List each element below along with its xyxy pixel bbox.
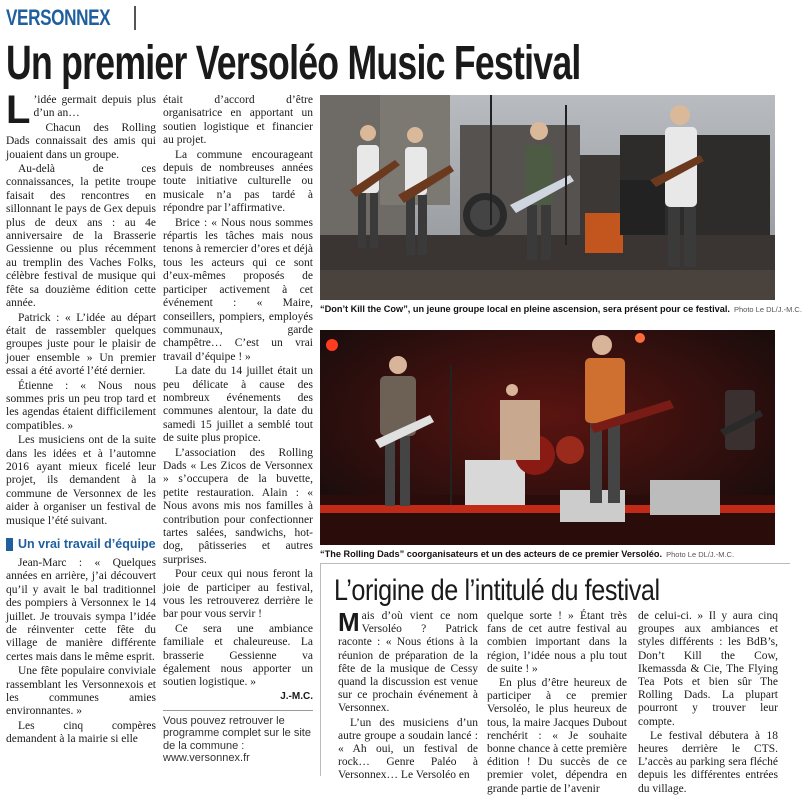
subheading-marker	[6, 538, 13, 551]
info-divider	[163, 710, 313, 711]
paragraph: Au-delà de ces connaissances, la petite troupe faisait des rencontres en sillonnant le pays de Gex depuis plus de deux ans : au 4e anniversaire de la Brasserie Gessienne ou plus récemment au tremplin des Vaches Folks, célèbre festival de musique qui fête sa douzième édition cette année.	[6, 163, 156, 310]
headline: Un premier Versoléo Music Festival	[6, 37, 581, 90]
box-title: L’origine de l’intitulé du festival	[334, 574, 660, 607]
photo-credit: Photo Le DL/J.-M.C.	[733, 305, 802, 314]
paragraph: Les cinq compères demandent à la mairie si elle	[6, 719, 156, 746]
paragraph: L’un des musiciens d’un autre groupe a soudain lancé : « Ah oui, un festival de rock… Genre Paléo à Versonnex… Le Versoléo en	[338, 716, 478, 782]
paragraph: Ce sera une ambiance familiale et chaleureuse. La brasserie Gessienne va également nous apporter un soutien logistique. »	[163, 622, 313, 689]
drop-cap: M	[338, 607, 360, 637]
location-label: VERSONNEX	[6, 5, 111, 30]
paragraph: L ’idée germait depuis plus d’un an…	[6, 88, 156, 132]
box-top-border	[320, 563, 790, 564]
photo-dont-kill-the-cow	[320, 95, 775, 300]
photo-caption: “The Rolling Dads” coorganisateurs et un des acteurs de ce premier Versoléo. Photo Le DL/J.-M.C.	[320, 549, 735, 559]
paragraph: Brice : « Nous nous sommes répartis les tâches mais nous tenons à remercier d’ores et déjà tous les acteurs qui ce sont d’eux-mêmes proposés de participer activement à cet événement : « Maire, conseillers, pompiers, employés communaux, garde champêtre… C’est un vrai travail d’équipe ! »	[163, 216, 313, 363]
info-note: Vous pouvez retrouver le programme complet sur le site de la commune : www.versonnex.fr	[163, 714, 311, 765]
paragraph: Mais d’où vient ce nom Versoléo ? Patrick raconte : « Nous étions à la réunion de préparation de la fête de la musique de Cessy quand la discussion est venue sur ce prochain événement à Versonnex.	[338, 607, 478, 715]
paragraph: En plus d’être heureux de participer à ce premier Versoléo, le plus heureux de tous, la maire Jacques Dubout renchérit : « Je souhaite bonne chance à cette première édition ! Du succès de ce premier volet, dépendra en grande partie de l’avenir	[487, 677, 627, 795]
drop-cap: L	[6, 88, 31, 132]
location-divider	[134, 6, 136, 30]
paragraph: Patrick : « L’idée au départ était de rassembler quelques groupes juste pour le plaisir de jouer ensemble » Un premier essai a été avorté l’été dernier.	[6, 311, 156, 378]
paragraph: Étienne : « Nous nous sommes pris un peu trop tard et les agendas étaient difficilement compatibles. »	[6, 379, 156, 432]
paragraph: Les musiciens ont de la suite dans les idées et à l’automne 2016 ayant mieux ficelé leur projet, ils demandent à la commune de Versonnex de les aider à organiser un festival de musique l’été suivant.	[6, 434, 156, 527]
box-column-3	[638, 610, 778, 797]
photo-credit: Photo Le DL/J.-M.C.	[666, 550, 735, 559]
author-signature: J.-M.C.	[280, 690, 313, 702]
photo-rolling-dads	[320, 330, 775, 545]
subheading: Un vrai travail d’équipe	[6, 537, 156, 551]
paragraph: était d’accord d’être organisatrice en apportant un soutien logistique et financier au projet.	[163, 94, 313, 147]
paragraph: Pour ceux qui nous feront la joie de participer au festival, vous les retrouverez derrière le bar pour vous servir !	[163, 568, 313, 621]
paragraph: Chacun des Rolling Dads connaissait des amis qui jouaient dans un groupe.	[6, 121, 156, 161]
box-left-border	[320, 563, 321, 776]
article-column-2	[163, 94, 313, 765]
paragraph: Jean-Marc : « Quelques années en arrière, j’ai découvert qu’il y avait le bal traditionnel des pompiers à Versonnex le 14 juillet. Je trouvais sympa l’idée de réinventer cette fête du village de manière différente certes mais dans le même esprit.	[6, 557, 156, 663]
paragraph: La commune encourageant depuis de nombreuses années toute initiative culturelle ou musicale n’a pas tardé à répondre par l’affirmative.	[163, 148, 313, 215]
paragraph: Une fête populaire conviviale rassemblant les Versonnexois et les communes amies environnantes. »	[6, 665, 156, 718]
paragraph: Le festival débutera à 18 heures derrière le CTS. L’accès au parking sera fléché depuis les différentes entrées du village.	[638, 729, 778, 795]
box-column-1	[338, 607, 478, 784]
paragraph: La date du 14 juillet était un peu délicate à cause des nombreux événements des communes alentour, la date du samedi 15 juillet a semblé tout de suite plus propice.	[163, 365, 313, 445]
paragraph: L’association des Rolling Dads « Les Zicos de Versonnex » s’occupera de la buvette, petite restauration. Alain : « Nous avons mis nos familles à contribution pour confectionner tartes salées, sandwichs, hot-dog, pâtisseries et autres surprises.	[163, 446, 313, 566]
box-column-2	[487, 610, 627, 797]
article-column-1	[6, 88, 156, 748]
paragraph: de celui-ci. » Il y aura cinq groupes aux ambiances et styles différents : les BdB’s, Don’t Kill the Cow, Ikemassda & Cie, The Flying Tea Pots et bien sûr The Rolling Dads. La plupart pourront y trouver leur compte.	[638, 610, 778, 728]
photo-caption: “Don’t Kill the Cow”, un jeune groupe local en pleine ascension, sera présent pour ce festival. Photo Le DL/J.-M.C.	[320, 304, 802, 314]
paragraph: quelque sorte ! » Étant très fans de cet autre festival au combien important dans la région, l’idée nous a plu tout de suite ! »	[487, 610, 627, 675]
